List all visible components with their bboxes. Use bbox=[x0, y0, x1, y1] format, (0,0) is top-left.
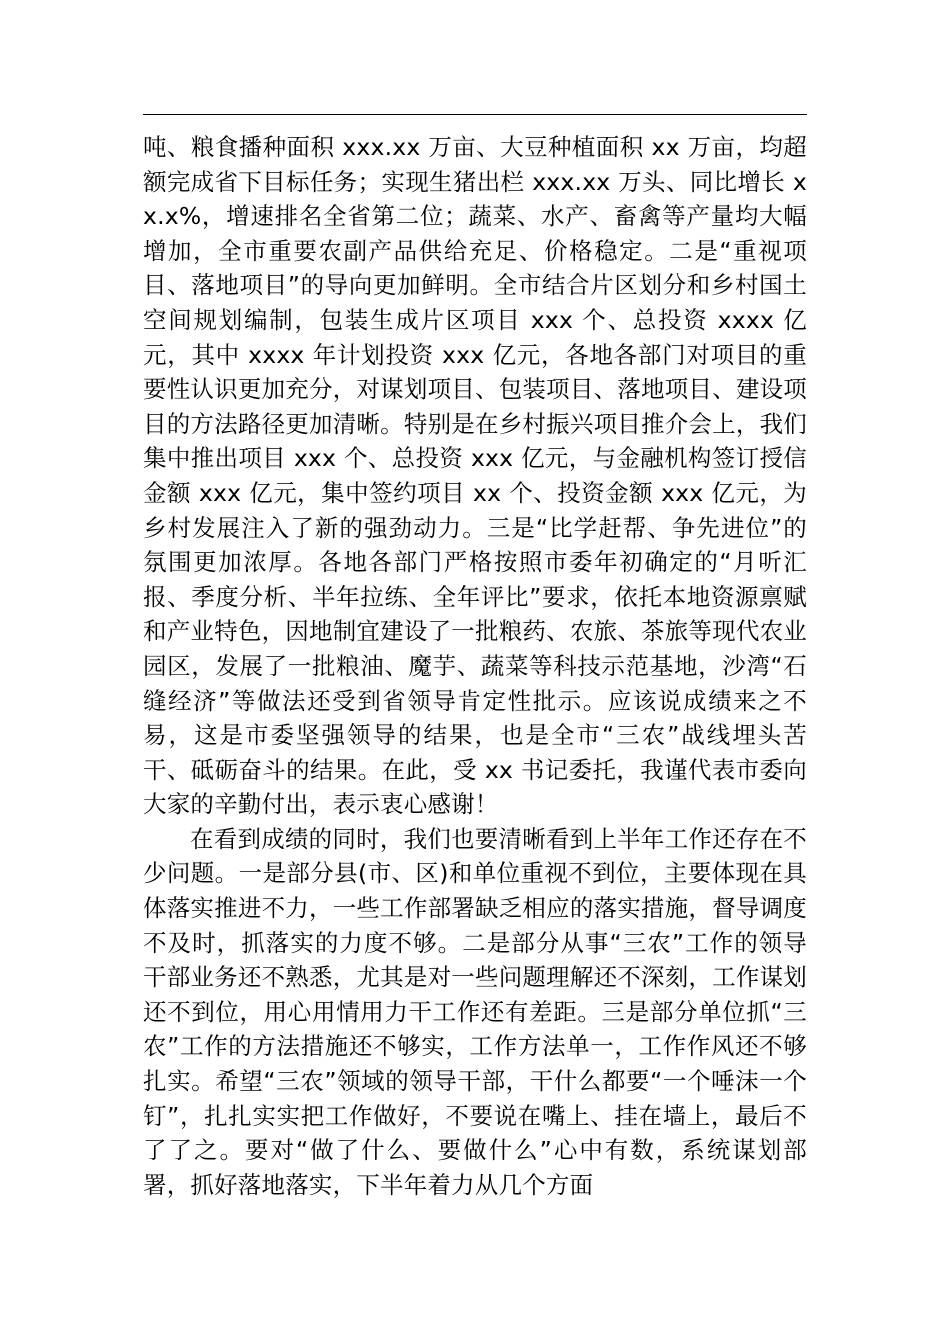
header-rule bbox=[143, 114, 807, 115]
body-text bbox=[143, 130, 807, 1202]
paragraph-achievements: 吨、粮食播种面积 xxx.xx 万亩、大豆种植面积 xx 万亩，均超额完成省下目标任务；实现生猪出栏 xxx.xx 万头、同比增长 xx.x%，增速排名全省第二位；蔬菜、水产、畜禽等产量均大幅增加，全市重要农副产品供给充足、价格稳定。二是“重视项目、落地项目”的导向更加鲜明。全市结合片区划分和乡村国土空间规划编制，包装生成片区项目 xxx 个、总投资 xxxx 亿元，其中 xxxx 年计划投资 xxx 亿元，各地各部门对项目的重要性认识更加充分，对谋划项目、包装项目、落地项目、建设项目的方法路径更加清晰。特别是在乡村振兴项目推介会上，我们集中推出项目 xxx 个、总投资 xxx 亿元，与金融机构签订授信金额 xxx 亿元，集中签约项目 xx 个、投资金额 xxx 亿元，为乡村发展注入了新的强劲动力。三是“比学赶帮、争先进位”的氛围更加浓厚。各地各部门严格按照市委年初确定的“月听汇报、季度分析、半年拉练、全年评比”要求，依托本地资源禀赋和产业特色，因地制宜建设了一批粮药、农旅、茶旅等现代农业园区，发展了一批粮油、魔芋、蔬菜等科技示范基地，沙湾“石缝经济”等做法还受到省领导肯定性批示。应该说成绩来之不易，这是市委坚强领导的结果，也是全市“三农”战线埋头苦干、砥砺奋斗的结果。在此，受 xx 书记委托，我谨代表市委向大家的辛勤付出，表示衷心感谢！ bbox=[143, 133, 807, 819]
paragraph-problems: 在看到成绩的同时，我们也要清晰看到上半年工作还存在不少问题。一是部分县(市、区)和单位重视不到位，主要体现在具体落实推进不力，一些工作部署缺乏相应的落实措施，督导调度不及时，抓落实的力度不够。二是部分从事“三农”工作的领导干部业务还不熟悉，尤其是对一些问题理解还不深刻，工作谋划还不到位，用心用情用力干工作还有差距。三是部分单位抓“三农”工作的方法措施还不够实，工作方法单一，工作作风还不够扎实。希望“三农”领域的领导干部，干什么都要“一个唾沫一个钉”，扎扎实实把工作做好，不要说在嘴上、挂在墙上，最后不了了之。要对“做了什么、要做什么”心中有数，系统谋划部署，抓好落地落实，下半年着力从几个方面 bbox=[143, 824, 807, 1199]
